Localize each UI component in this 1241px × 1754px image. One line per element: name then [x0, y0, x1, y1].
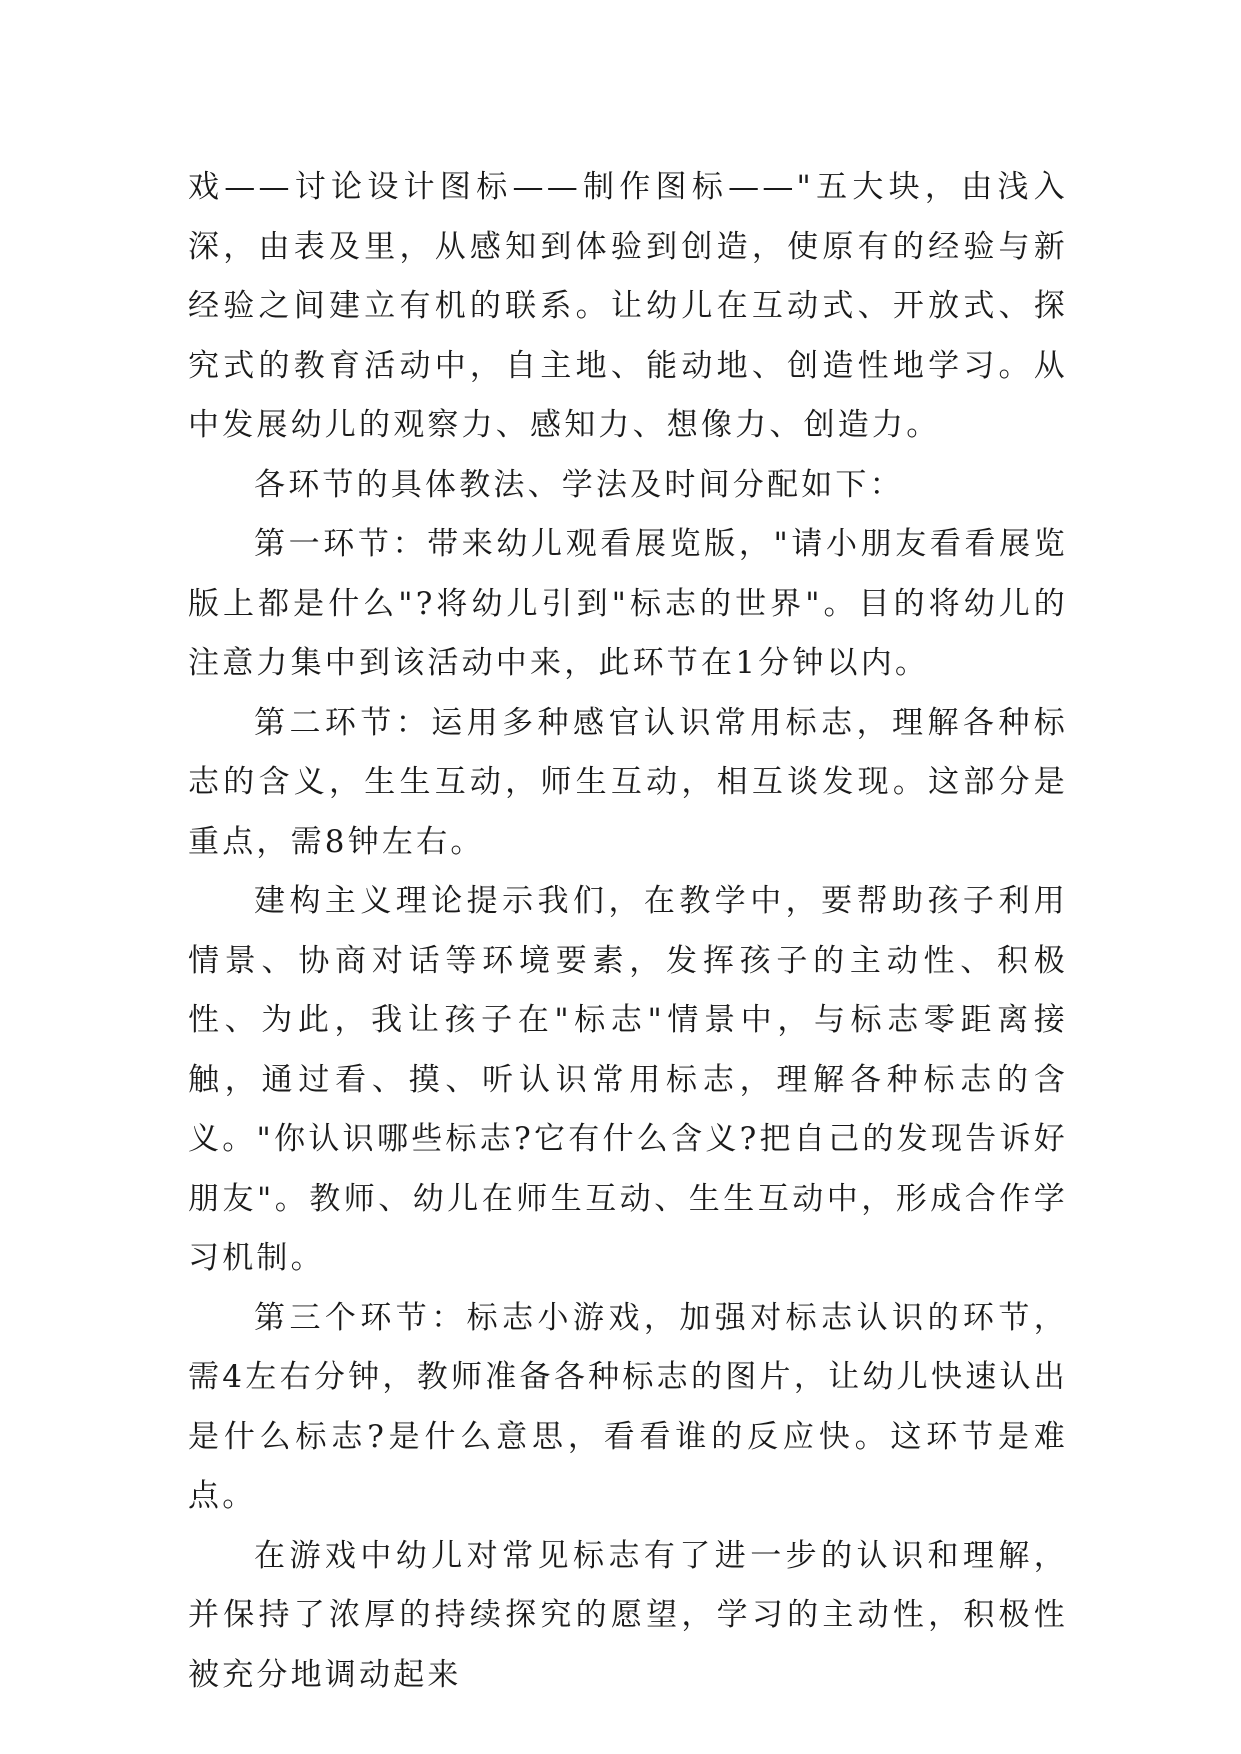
paragraph-4: 第二环节：运用多种感官认识常用标志，理解各种标志的含义，生生互动，师生互动，相互谈发现。这部分是重点，需8钟左右。 — [188, 704, 1068, 860]
document-body — [188, 158, 1068, 1705]
paragraph-5: 建构主义理论提示我们，在教学中，要帮助孩子利用情景、协商对话等环境要素，发挥孩子的主动性、积极性、为此，我让孩子在"标志"情景中，与标志零距离接触，通过看、摸、听认识常用标志，理解各种标志的含义。"你认识哪些标志?它有什么含义?把自己的发现告诉好朋友"。教师、幼儿在师生互动、生生互动中，形成合作学习机制。 — [188, 883, 1068, 1276]
paragraph-7: 在游戏中幼儿对常见标志有了进一步的认识和理解，并保持了浓厚的持续探究的愿望，学习的主动性，积极性被充分地调动起来 — [188, 1537, 1068, 1693]
paragraph-6: 第三个环节：标志小游戏，加强对标志认识的环节，需4左右分钟，教师准备各种标志的图片，让幼儿快速认出是什么标志?是什么意思，看看谁的反应快。这环节是难点。 — [188, 1299, 1068, 1514]
paragraph-2: 各环节的具体教法、学法及时间分配如下： — [254, 466, 904, 503]
paragraph-3: 第一环节：带来幼儿观看展览版，"请小朋友看看展览版上都是什么"?将幼儿引到"标志的世界"。目的将幼儿的注意力集中到该活动中来，此环节在1分钟以内。 — [188, 526, 1068, 681]
paragraph-1: 戏——讨论设计图标——制作图标——"五大块，由浅入深，由表及里，从感知到体验到创造，使原有的经验与新经验之间建立有机的联系。让幼儿在互动式、开放式、探究式的教育活动中，自主地、能动地、创造性地学习。从中发展幼儿的观察力、感知力、想像力、创造力。 — [188, 169, 1068, 443]
